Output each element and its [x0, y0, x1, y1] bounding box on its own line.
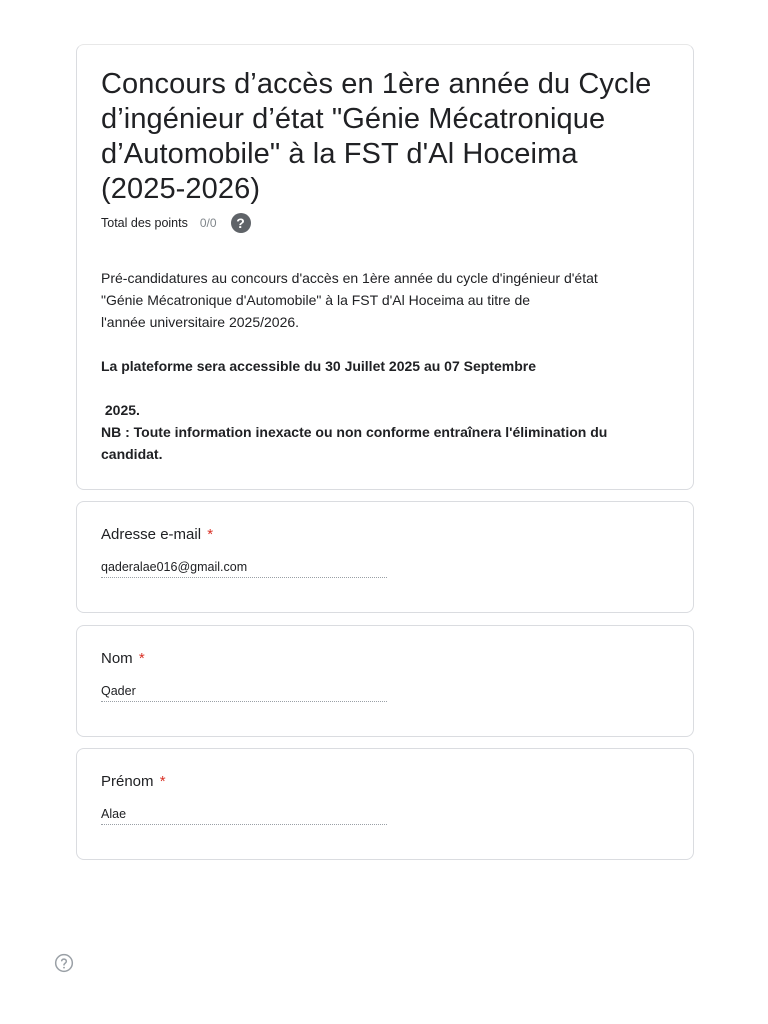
- total-points-label: Total des points: [101, 216, 188, 230]
- question-label: [101, 524, 669, 546]
- question-circle-filled-icon[interactable]: ?: [231, 213, 251, 233]
- description-spacer: [101, 377, 669, 399]
- required-marker: *: [138, 650, 145, 667]
- question-card-prenom: [76, 748, 694, 860]
- question-label-text: Prénom: [101, 773, 154, 790]
- question-label-text: Nom: [101, 650, 133, 667]
- required-marker: *: [207, 526, 214, 543]
- question-label: [101, 771, 669, 793]
- nom-answer: Qader: [101, 682, 387, 702]
- email-answer: qaderalae016@gmail.com: [101, 558, 387, 578]
- question-card-email: [76, 501, 694, 613]
- nb-notice: NB : Toute information inexacte ou non conforme entraînera l'élimination du: [101, 424, 608, 440]
- required-marker: *: [159, 773, 166, 790]
- prenom-answer: Alae: [101, 805, 387, 825]
- question-card-nom: [76, 625, 694, 737]
- question-label-text: Adresse e-mail: [101, 526, 202, 543]
- question-circle-outline-icon[interactable]: [54, 953, 74, 973]
- form-title: Concours d’accès en 1ère année du Cycle d’ingénieur d’état "Génie Mécatronique d’Automobile" à la FST d'Al Hoceima (2025-2026): [101, 68, 652, 205]
- description-spacer: [101, 333, 669, 355]
- question-label: [101, 648, 669, 670]
- availability-year: 2025.: [101, 402, 140, 418]
- nb-notice-end: candidat.: [101, 446, 163, 462]
- form-header-card: [76, 44, 694, 490]
- description-line: Pré-candidatures au concours d'accès en 1ère année du cycle d'ingénieur d'état: [101, 270, 598, 286]
- total-points-row: [101, 211, 669, 235]
- description-line: "Génie Mécatronique d'Automobile" à la FST d'Al Hoceima au titre de: [101, 292, 531, 308]
- availability-notice: La plateforme sera accessible du 30 Juillet 2025 au 07 Septembre: [101, 358, 536, 374]
- total-points-value: 0/0: [199, 216, 217, 230]
- form-description: [101, 267, 669, 465]
- description-line: l'année universitaire 2025/2026.: [101, 314, 300, 330]
